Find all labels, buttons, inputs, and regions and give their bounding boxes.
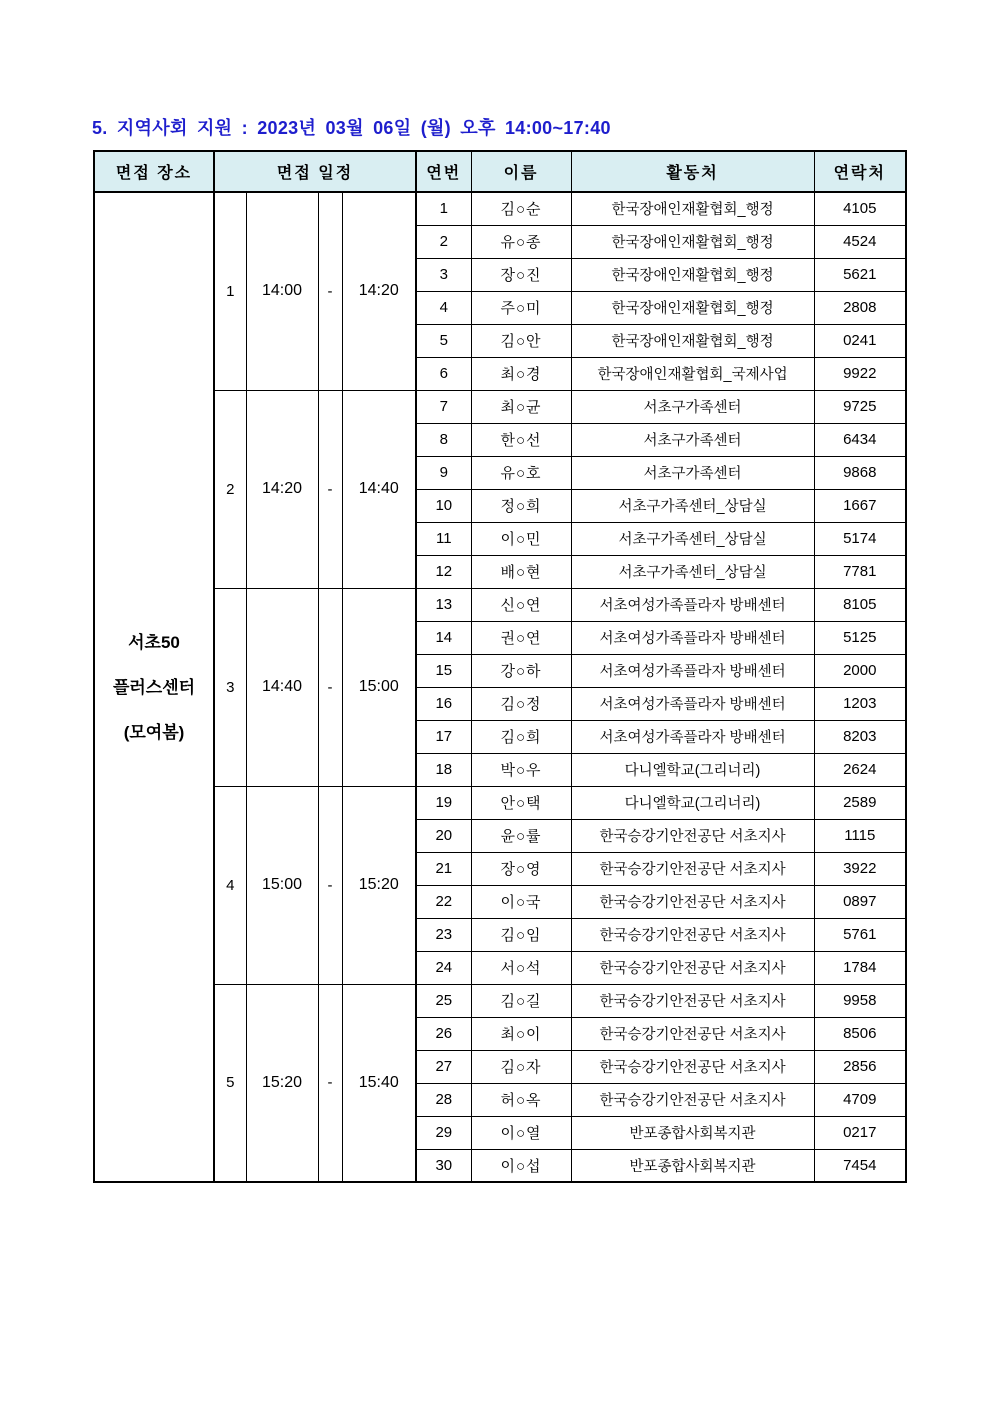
contact-cell: 3922 (814, 852, 906, 885)
page-title: 5. 지역사회 지원 : 2023년 03월 06일 (월) 오후 14:00~17:40 (92, 118, 611, 138)
row-no-cell: 13 (416, 588, 471, 621)
org-cell: 서초여성가족플라자 방배센터 (571, 621, 814, 654)
contact-cell: 4105 (814, 192, 906, 225)
table-body (94, 192, 906, 1182)
org-cell: 한국승강기안전공단 서초지사 (571, 852, 814, 885)
row-no-cell: 10 (416, 489, 471, 522)
org-cell: 반포종합사회복지관 (571, 1149, 814, 1182)
contact-cell: 5761 (814, 918, 906, 951)
row-no-cell: 14 (416, 621, 471, 654)
name-cell: 배○현 (471, 555, 571, 588)
dash-cell: - (318, 390, 342, 588)
contact-cell: 4709 (814, 1083, 906, 1116)
org-cell: 한국승강기안전공단 서초지사 (571, 918, 814, 951)
dash-cell: - (318, 588, 342, 786)
col-header-name: 이름 (471, 151, 571, 192)
org-cell: 한국장애인재활협회_행정 (571, 225, 814, 258)
col-header-schedule: 면접 일정 (214, 151, 416, 192)
contact-cell: 9922 (814, 357, 906, 390)
row-no-cell: 23 (416, 918, 471, 951)
name-cell: 권○연 (471, 621, 571, 654)
contact-cell: 9958 (814, 984, 906, 1017)
row-no-cell: 19 (416, 786, 471, 819)
name-cell: 주○미 (471, 291, 571, 324)
contact-cell: 1115 (814, 819, 906, 852)
org-cell: 서초여성가족플라자 방배센터 (571, 588, 814, 621)
name-cell: 장○영 (471, 852, 571, 885)
name-cell: 신○연 (471, 588, 571, 621)
org-cell: 서초여성가족플라자 방배센터 (571, 687, 814, 720)
org-cell: 한국승강기안전공단 서초지사 (571, 1083, 814, 1116)
row-no-cell: 22 (416, 885, 471, 918)
row-no-cell: 9 (416, 456, 471, 489)
name-cell: 이○민 (471, 522, 571, 555)
contact-cell: 2808 (814, 291, 906, 324)
dash-cell: - (318, 192, 342, 390)
contact-cell: 1667 (814, 489, 906, 522)
org-cell: 서초구가족센터 (571, 390, 814, 423)
group-no-cell: 1 (214, 192, 246, 390)
dash-cell: - (318, 786, 342, 984)
end-time-cell: 14:20 (342, 192, 416, 390)
name-cell: 유○종 (471, 225, 571, 258)
contact-cell: 1784 (814, 951, 906, 984)
location-line: (모여봄) (123, 722, 185, 742)
row-no-cell: 30 (416, 1149, 471, 1182)
org-cell: 서초구가족센터 (571, 456, 814, 489)
name-cell: 최○이 (471, 1017, 571, 1050)
row-no-cell: 24 (416, 951, 471, 984)
row-no-cell: 6 (416, 357, 471, 390)
name-cell: 윤○률 (471, 819, 571, 852)
row-no-cell: 21 (416, 852, 471, 885)
org-cell: 한국장애인재활협회_행정 (571, 192, 814, 225)
org-cell: 다니엘학교(그리너리) (571, 786, 814, 819)
name-cell: 서○석 (471, 951, 571, 984)
org-cell: 한국장애인재활협회_국제사업 (571, 357, 814, 390)
row-no-cell: 7 (416, 390, 471, 423)
org-cell: 한국장애인재활협회_행정 (571, 324, 814, 357)
col-header-org: 활동처 (571, 151, 814, 192)
contact-cell: 5174 (814, 522, 906, 555)
org-cell: 서초구가족센터_상담실 (571, 555, 814, 588)
row-no-cell: 17 (416, 720, 471, 753)
name-cell: 김○안 (471, 324, 571, 357)
location-line: 서초50 (128, 632, 180, 652)
name-cell: 최○균 (471, 390, 571, 423)
org-cell: 서초구가족센터 (571, 423, 814, 456)
name-cell: 강○하 (471, 654, 571, 687)
row-no-cell: 1 (416, 192, 471, 225)
name-cell: 김○길 (471, 984, 571, 1017)
contact-cell: 9725 (814, 390, 906, 423)
contact-cell: 2589 (814, 786, 906, 819)
start-time-cell: 14:00 (246, 192, 318, 390)
contact-cell: 2624 (814, 753, 906, 786)
name-cell: 김○순 (471, 192, 571, 225)
contact-cell: 8506 (814, 1017, 906, 1050)
row-no-cell: 11 (416, 522, 471, 555)
table-row (94, 786, 906, 819)
name-cell: 김○자 (471, 1050, 571, 1083)
end-time-cell: 15:00 (342, 588, 416, 786)
table-row (94, 588, 906, 621)
table-row (94, 390, 906, 423)
end-time-cell: 15:40 (342, 984, 416, 1182)
name-cell: 장○진 (471, 258, 571, 291)
org-cell: 한국승강기안전공단 서초지사 (571, 885, 814, 918)
org-cell: 한국승강기안전공단 서초지사 (571, 951, 814, 984)
org-cell: 한국승강기안전공단 서초지사 (571, 1017, 814, 1050)
row-no-cell: 4 (416, 291, 471, 324)
group-no-cell: 5 (214, 984, 246, 1182)
contact-cell: 2000 (814, 654, 906, 687)
name-cell: 안○택 (471, 786, 571, 819)
row-no-cell: 18 (416, 753, 471, 786)
name-cell: 김○임 (471, 918, 571, 951)
name-cell: 이○열 (471, 1116, 571, 1149)
row-no-cell: 3 (416, 258, 471, 291)
start-time-cell: 14:20 (246, 390, 318, 588)
col-header-no: 연번 (416, 151, 471, 192)
contact-cell: 0217 (814, 1116, 906, 1149)
name-cell: 김○희 (471, 720, 571, 753)
org-cell: 서초구가족센터_상담실 (571, 489, 814, 522)
name-cell: 김○정 (471, 687, 571, 720)
col-header-contact: 연락처 (814, 151, 906, 192)
row-no-cell: 2 (416, 225, 471, 258)
org-cell: 한국장애인재활협회_행정 (571, 258, 814, 291)
org-cell: 한국승강기안전공단 서초지사 (571, 984, 814, 1017)
col-header-location: 면접 장소 (94, 151, 214, 192)
header-row (94, 151, 906, 192)
contact-cell: 1203 (814, 687, 906, 720)
start-time-cell: 15:20 (246, 984, 318, 1182)
org-cell: 한국승강기안전공단 서초지사 (571, 819, 814, 852)
row-no-cell: 28 (416, 1083, 471, 1116)
group-no-cell: 4 (214, 786, 246, 984)
org-cell: 한국승강기안전공단 서초지사 (571, 1050, 814, 1083)
row-no-cell: 15 (416, 654, 471, 687)
row-no-cell: 27 (416, 1050, 471, 1083)
group-no-cell: 2 (214, 390, 246, 588)
name-cell: 이○국 (471, 885, 571, 918)
row-no-cell: 29 (416, 1116, 471, 1149)
name-cell: 유○호 (471, 456, 571, 489)
end-time-cell: 15:20 (342, 786, 416, 984)
name-cell: 한○선 (471, 423, 571, 456)
group-no-cell: 3 (214, 588, 246, 786)
row-no-cell: 12 (416, 555, 471, 588)
org-cell: 다니엘학교(그리너리) (571, 753, 814, 786)
contact-cell: 7781 (814, 555, 906, 588)
org-cell: 서초여성가족플라자 방배센터 (571, 720, 814, 753)
start-time-cell: 14:40 (246, 588, 318, 786)
contact-cell: 8105 (814, 588, 906, 621)
contact-cell: 0241 (814, 324, 906, 357)
org-cell: 서초구가족센터_상담실 (571, 522, 814, 555)
org-cell: 서초여성가족플라자 방배센터 (571, 654, 814, 687)
name-cell: 이○섭 (471, 1149, 571, 1182)
org-cell: 한국장애인재활협회_행정 (571, 291, 814, 324)
table-row (94, 984, 906, 1017)
name-cell: 허○옥 (471, 1083, 571, 1116)
contact-cell: 6434 (814, 423, 906, 456)
dash-cell: - (318, 984, 342, 1182)
contact-cell: 4524 (814, 225, 906, 258)
contact-cell: 2856 (814, 1050, 906, 1083)
location-cell (94, 192, 214, 1182)
org-cell: 반포종합사회복지관 (571, 1116, 814, 1149)
contact-cell: 5125 (814, 621, 906, 654)
row-no-cell: 8 (416, 423, 471, 456)
contact-cell: 8203 (814, 720, 906, 753)
contact-cell: 9868 (814, 456, 906, 489)
row-no-cell: 25 (416, 984, 471, 1017)
location-line: 플러스센터 (112, 677, 196, 697)
name-cell: 정○희 (471, 489, 571, 522)
interview-schedule-table (93, 150, 907, 1183)
end-time-cell: 14:40 (342, 390, 416, 588)
contact-cell: 5621 (814, 258, 906, 291)
row-no-cell: 16 (416, 687, 471, 720)
row-no-cell: 26 (416, 1017, 471, 1050)
row-no-cell: 20 (416, 819, 471, 852)
row-no-cell: 5 (416, 324, 471, 357)
contact-cell: 7454 (814, 1149, 906, 1182)
table-row (94, 192, 906, 225)
contact-cell: 0897 (814, 885, 906, 918)
name-cell: 박○우 (471, 753, 571, 786)
name-cell: 최○경 (471, 357, 571, 390)
start-time-cell: 15:00 (246, 786, 318, 984)
